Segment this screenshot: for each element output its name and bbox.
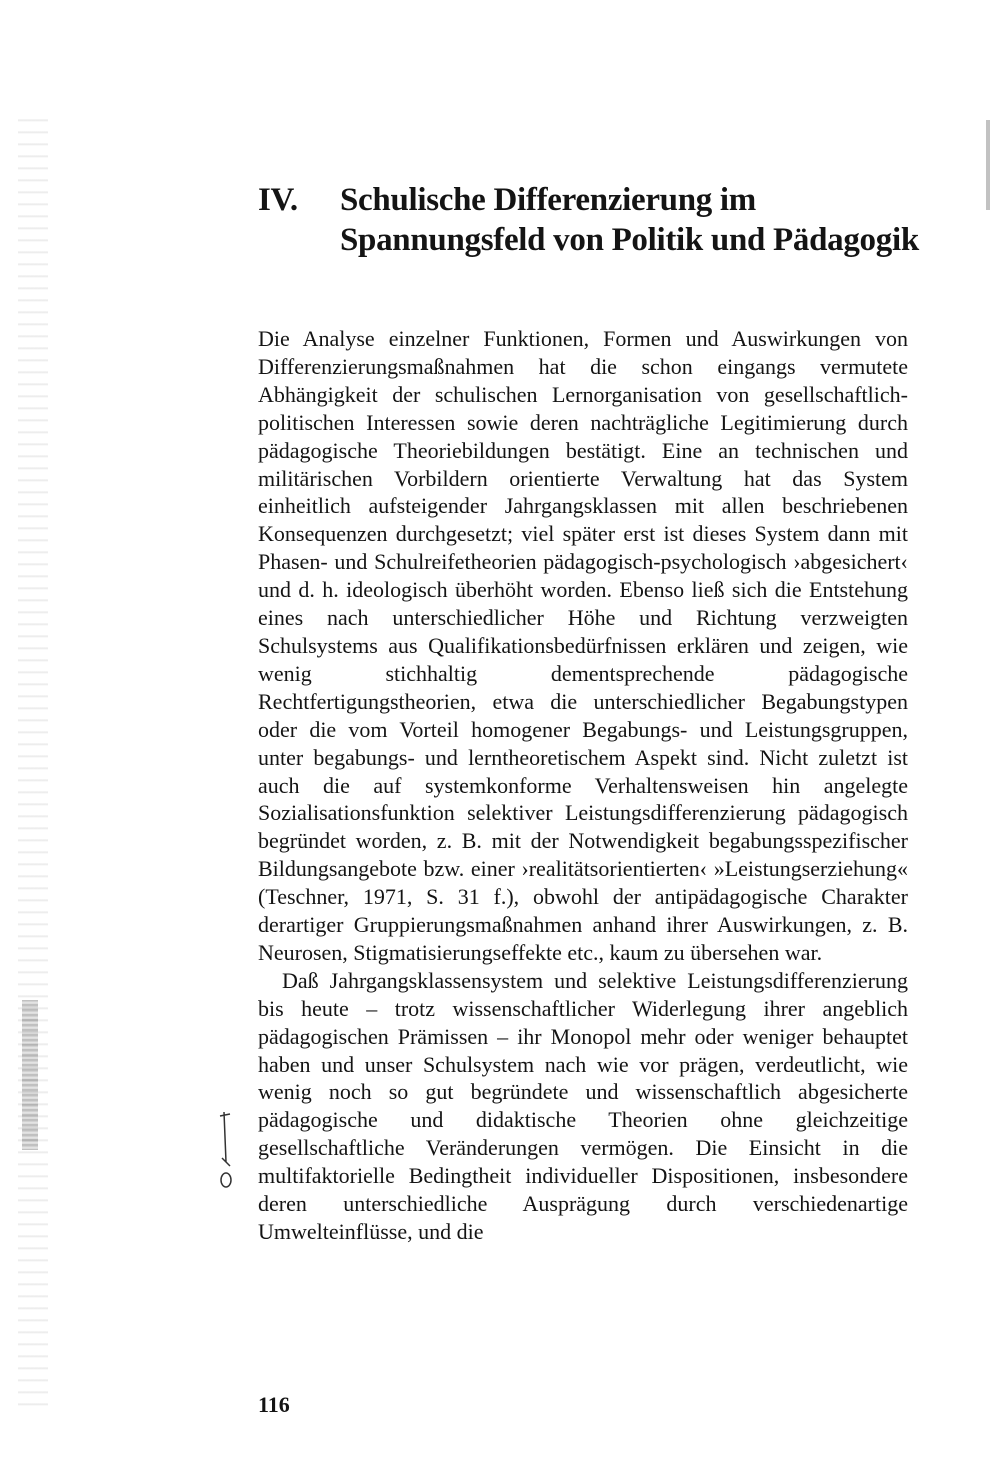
scan-edge-dark-artifact (22, 1000, 38, 1150)
chapter-number: IV. (258, 182, 298, 218)
chapter-title: Schulische Differenzierung im Spannungsfeld von Politik und Pädagogik (340, 182, 919, 258)
paragraph-2: Daß Jahrgangsklassensystem und selektive Leistungsdifferenzierung bis heute – trotz wissenschaftlicher Widerlegung ihrer angeblich pädagogischen Prämissen – ihr Monopol mehr oder weniger behauptet haben und unser Schulsystem nach wie vor prägen, verdeutlicht, wie wenig noch so gut begründete und wissenschaftlich abgesicherte pädagogische und didaktische Theorien ohne gleichzeitige gesellschaftliche Veränderungen vermögen. Die Einsicht in die multifaktorielle Bedingtheit individueller Dispositionen, insbesondere deren unterschiedliche Ausprägung durch verschiedenartige Umwelteinflüsse, und die (258, 967, 908, 1244)
scan-edge-right-artifact (986, 120, 990, 210)
page-number: 116 (258, 1392, 290, 1417)
handwritten-margin-mark (214, 1110, 242, 1190)
body-text (258, 325, 908, 1246)
paragraph-1: Die Analyse einzelner Funktionen, Formen und Auswirkungen von Differenzierungsmaßnahmen hat die schon eingangs vermutete Abhängigkeit der schulischen Lernorganisation von gesellschaftlich-politischen Interessen sowie deren nachträgliche Legitimierung durch pädagogische Theoriebildungen bestätigt. Eine an technischen und militärischen Vorbildern orientierte Verwaltung hat das System einheitlich aufsteigender Jahrgangsklassen mit allen beschriebenen Konsequenzen durchgesetzt; viel später erst ist dieses System dann mit Phasen- und Schulreifetheorien pädagogisch-psychologisch ›abgesichert‹ und d. h. ideologisch überhöht worden. Ebenso ließ sich die Entstehung eines nach unterschiedlicher Höhe und Richtung verzweigten Schulsystems aus Qualifikationsbedürfnissen erklären und zeigen, wie wenig stichhaltig dementsprechende pädagogische Rechtfertigungstheorien, etwa die unterschiedlicher Begabungstypen oder die vom Vorteil homogener Begabungs- und Leistungsgruppen, unter begabungs- und lerntheoretischem Aspekt sind. Nicht zuletzt ist auch die auf systemkonforme Verhaltensweisen hin angelegte Sozialisationsfunktion selektiver Leistungsdifferenzierung pädagogisch begründet worden, z. B. mit der Notwendigkeit begabungsspezifischer Bildungsangebote bzw. einer ›realitätsorientierten‹ »Leistungserziehung« (Teschner, 1971, S. 31 f.), obwohl der antipädagogische Charakter derartiger Gruppierungsmaßnahmen anhand ihrer Auswirkungen, z. B. Neurosen, Stigmatisierungseffekte etc., kaum zu übersehen war. (258, 326, 908, 965)
scan-edge-artifact (18, 110, 48, 1410)
